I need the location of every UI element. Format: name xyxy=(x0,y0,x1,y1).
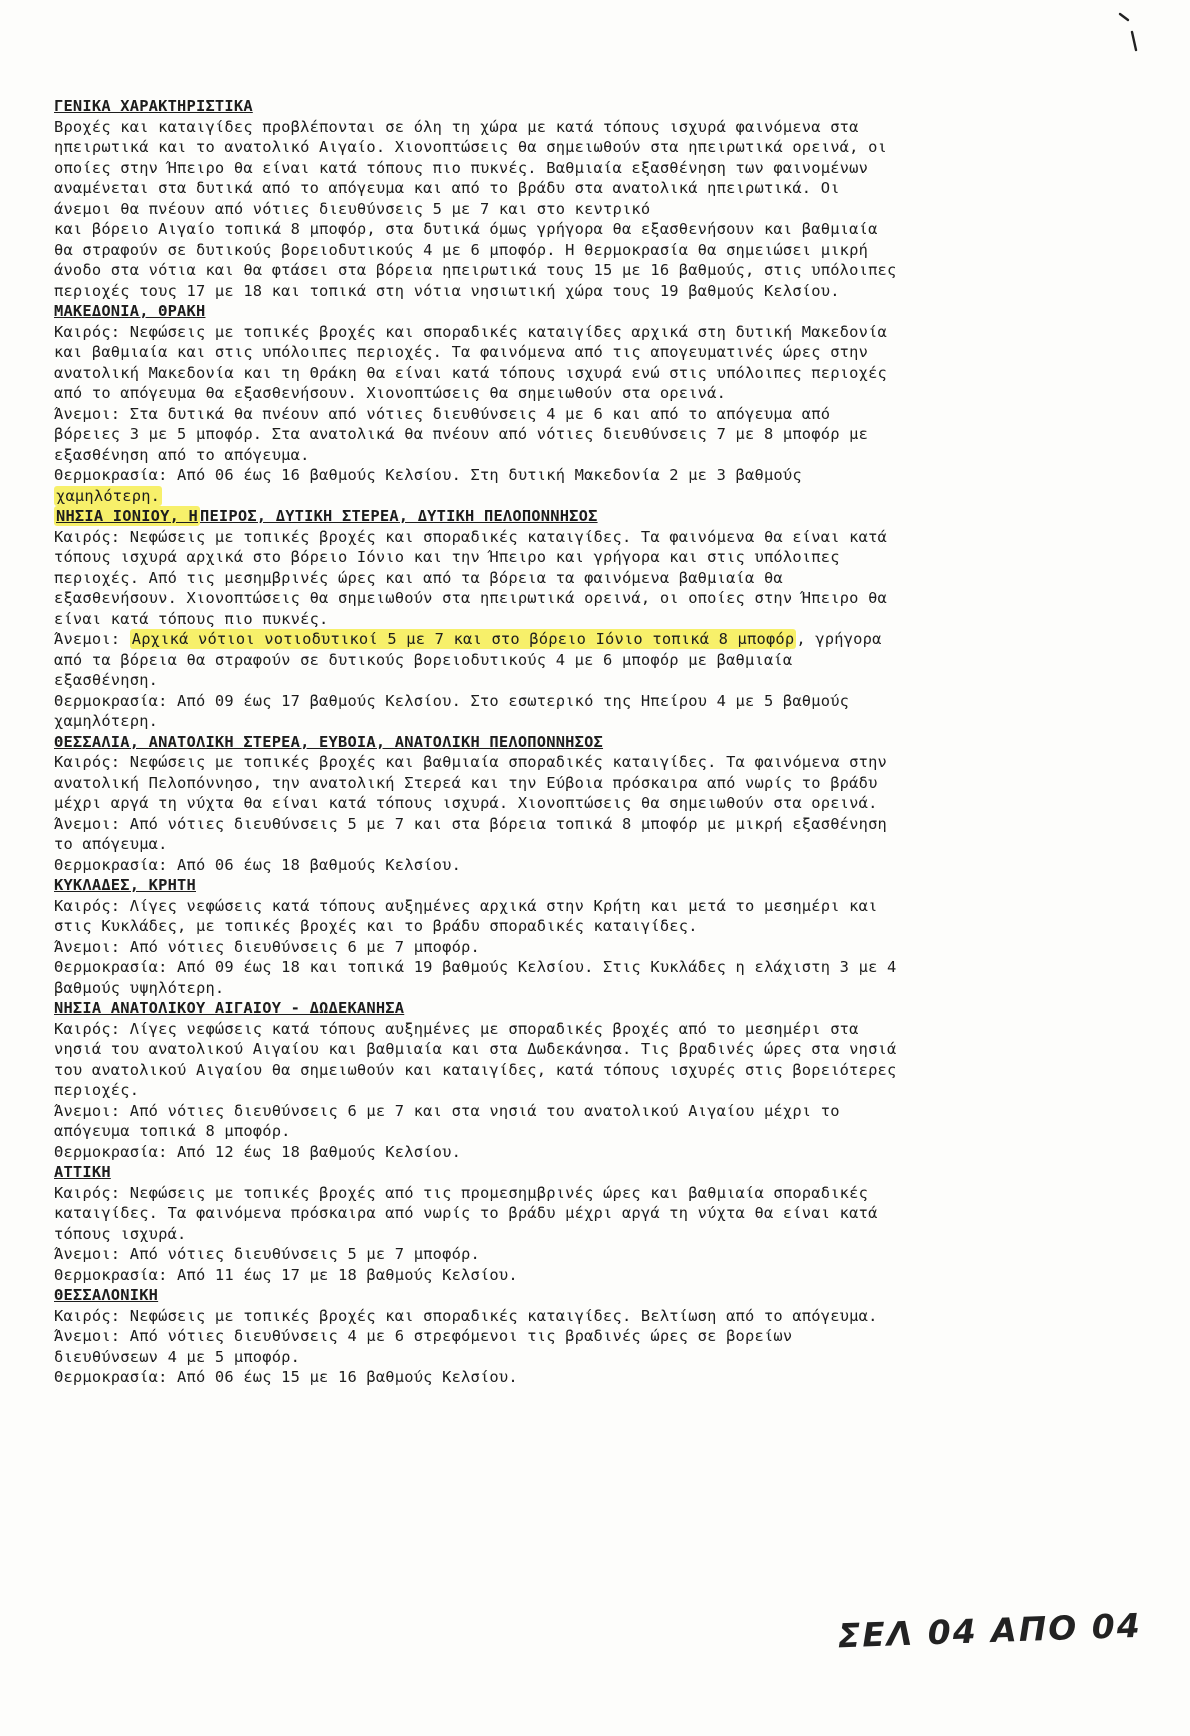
text-line: και βόρειο Αιγαίο τοπικά 8 μποφόρ, στα δυτικά όμως γρήγορα θα εξασθενήσουν και βαθμιαία xyxy=(54,220,878,238)
text-line: διευθύνσεων 4 με 5 μποφόρ. xyxy=(54,1347,301,1366)
highlighted-text: Αρχικά νότιοι νοτιοδυτικοί 5 με 7 και στο βόρειο Ιόνιο τοπικά 8 μποφόρ xyxy=(131,630,795,648)
text-line: καταιγίδες. Τα φαινόμενα πρόσκαιρα από νωρίς το βράδυ μέχρι αργά τη νύχτα θα είναι κατά xyxy=(54,1204,878,1222)
text-line: Βροχές και καταιγίδες προβλέπονται σε όλη τη χώρα με κατά τόπους ισχυρά φαινόμενα στα xyxy=(54,117,859,136)
section-title: ΘΕΣΣΑΛΟΝΙΚΗ xyxy=(54,1286,159,1304)
section-title: ΓΕΝΙΚΑ ΧΑΡΑΚΤΗΡΙΣΤΙΚΑ xyxy=(54,97,253,115)
text-line: Άνεμοι: Από νότιες διευθύνσεις 4 με 6 στρεφόμενοι τις βραδινές ώρες σε βορείων xyxy=(54,1327,793,1345)
highlighted-text: ΝΗΣΙΑ ΙΟΝΙΟΥ, Η xyxy=(56,507,198,525)
text-line: Καιρός: Νεφώσεις με τοπικές βροχές και βαθμιαία σποραδικές καταιγίδες. Τα φαινόμενα στην xyxy=(54,753,888,771)
text-line: Άνεμοι: Από νότιες διευθύνσεις 5 με 7 μποφόρ. xyxy=(54,1245,480,1263)
text-line: ανατολική Μακεδονία και τη Θράκη θα είναι κατά τόπους ισχυρά ενώ στις υπόλοιπες περιοχές xyxy=(54,363,888,382)
text-line: θα στραφούν σε δυτικούς βορειοδυτικούς 4 με 6 μποφόρ. Η θερμοκρασία θα σημειώσει μικρή xyxy=(54,240,869,259)
text-line: μέχρι αργά τη νύχτα θα είναι κατά τόπους ισχυρά. Χιονοπτώσεις θα σημειωθούν στα ορεινά. xyxy=(54,794,878,812)
forecast-text xyxy=(54,96,1114,1388)
text-line: Καιρός: Λίγες νεφώσεις κατά τόπους αυξημένες αρχικά στην Κρήτη και μετά το μεσημέρι και xyxy=(54,896,878,915)
text-line: στις Κυκλάδες, με τοπικές βροχές και το βράδυ σποραδικές καταιγίδες. xyxy=(54,917,698,935)
text-line: και βαθμιαία και στις υπόλοιπες περιοχές. Τα φαινόμενα από τις απογευματινές ώρες στην xyxy=(54,343,869,361)
text-line: από τα βόρεια θα στραφούν σε δυτικούς βορειοδυτικούς 4 με 6 μποφόρ με βαθμιαία xyxy=(54,650,793,669)
text-line: απόγευμα τοπικά 8 μποφόρ. xyxy=(54,1122,291,1140)
section-title: ΜΑΚΕΔΟΝΙΑ, ΘΡΑΚΗ xyxy=(54,302,206,320)
text-line: είναι κατά τόπους πιο πυκνές. xyxy=(54,609,329,628)
text-line: περιοχές τους 17 με 18 και τοπικά στη νότια νησιωτική χώρα τους 19 βαθμούς Κελσίου. xyxy=(54,281,840,300)
text-line: άνοδο στα νότια και θα φτάσει στα βόρεια ηπειρωτικά τους 15 με 16 βαθμούς, στις υπόλοιπες xyxy=(54,261,897,279)
text-line: περιοχές. Από τις μεσημβρινές ώρες και από τα βόρεια τα φαινόμενα βαθμιαία θα xyxy=(54,568,783,587)
section-title: ΝΗΣΙΑ ΑΝΑΤΟΛΙΚΟΥ ΑΙΓΑΙΟΥ - ΔΩΔΕΚΑΝΗΣΑ xyxy=(54,999,405,1017)
text-line: Θερμοκρασία: Από 09 έως 18 και τοπικά 19 βαθμούς Κελσίου. Στις Κυκλάδες η ελάχιστη 3 με 4 xyxy=(54,958,897,976)
text-line: ηπειρωτικά και το ανατολικό Αιγαίο. Χιονοπτώσεις θα σημειωθούν στα ηπειρωτικά ορεινά, οι xyxy=(54,138,888,156)
text-line: Θερμοκρασία: Από 06 έως 15 με 16 βαθμούς Κελσίου. xyxy=(54,1368,518,1386)
text-line: εξασθένηση. xyxy=(54,671,159,689)
text-line: από το απόγευμα θα εξασθενήσουν. Χιονοπτώσεις θα σημειωθούν στα ορεινά. xyxy=(54,384,727,402)
forecast-section xyxy=(54,1285,1114,1388)
text-line: Άνεμοι: Από νότιες διευθύνσεις 6 με 7 μποφόρ. xyxy=(54,937,480,956)
text-line: αναμένεται στα δυτικά από το απόγευμα και από το βράδυ στα ανατολικά ηπειρωτικά. Οι xyxy=(54,179,840,197)
text-line: χαμηλότερη. xyxy=(54,712,159,730)
title-rest: ΠΕΙΡΟΣ, ΔΥΤΙΚΗ ΣΤΕΡΕΑ, ΔΥΤΙΚΗ ΠΕΛΟΠΟΝΝΗΣΟΣ xyxy=(200,507,598,525)
text-line: ανατολική Πελοπόννησο, την ανατολική Στερεά και την Εύβοια πρόσκαιρα από νωρίς το βράδυ xyxy=(54,773,878,792)
section-title: ΑΤΤΙΚΗ xyxy=(54,1163,111,1181)
text-line: άνεμοι θα πνέουν από νότιες διευθύνσεις 5 με 7 και στο κεντρικό xyxy=(54,199,651,218)
text-line: περιοχές. xyxy=(54,1081,140,1099)
text-line xyxy=(54,486,1114,507)
text-line: Καιρός: Νεφώσεις με τοπικές βροχές από τις προμεσημβρινές ώρες και βαθμιαία σποραδικές xyxy=(54,1183,869,1202)
section-title xyxy=(54,506,1114,527)
text-line: βαθμούς υψηλότερη. xyxy=(54,978,225,997)
forecast-section xyxy=(54,875,1114,998)
text-line: Θερμοκρασία: Από 11 έως 17 με 18 βαθμούς Κελσίου. xyxy=(54,1265,518,1284)
handwritten-page-number: ΣΕΛ 04 ΑΠΟ 04 xyxy=(837,1605,1143,1656)
forecast-section xyxy=(54,301,1114,506)
pen-mark xyxy=(1118,8,1142,54)
text-line: Άνεμοι: Από νότιες διευθύνσεις 5 με 7 και στα βόρεια τοπικά 8 μποφόρ με μικρή εξασθένηση xyxy=(54,814,888,833)
text-line: το απόγευμα. xyxy=(54,835,168,853)
text-line: Καιρός: Νεφώσεις με τοπικές βροχές και σποραδικές καταιγίδες. Τα φαινόμενα θα είναι κατά xyxy=(54,527,888,546)
wind-rest: , γρήγορα xyxy=(796,630,882,648)
text-line: Καιρός: Λίγες νεφώσεις κατά τόπους αυξημένες με σποραδικές βροχές από το μεσημέρι στα xyxy=(54,1019,859,1038)
forecast-section xyxy=(54,1162,1114,1285)
forecast-section xyxy=(54,96,1114,301)
text-line: Καιρός: Νεφώσεις με τοπικές βροχές και σποραδικές καταιγίδες. Βελτίωση από το απόγευμα. xyxy=(54,1306,878,1325)
text-line: τόπους ισχυρά. xyxy=(54,1224,187,1243)
wind-label: Άνεμοι: xyxy=(54,630,130,648)
text-line: βόρειες 3 με 5 μποφόρ. Στα ανατολικά θα πνέουν από νότιες διευθύνσεις 7 με 8 μποφόρ με xyxy=(54,425,869,443)
forecast-section xyxy=(54,998,1114,1162)
text-line: νησιά του ανατολικού Αιγαίου και βαθμιαία και στα Δωδεκάνησα. Τις βραδινές ώρες στα νησιά xyxy=(54,1040,897,1058)
text-line: Άνεμοι: Από νότιες διευθύνσεις 6 με 7 και στα νησιά του ανατολικού Αιγαίου μέχρι το xyxy=(54,1101,840,1120)
text-line: εξασθενήσουν. Χιονοπτώσεις θα σημειωθούν στα ηπειρωτικά ορεινά, οι οποίες στην Ήπειρο θα xyxy=(54,589,888,607)
text-line: του ανατολικού Αιγαίου θα σημειωθούν και καταιγίδες, κατά τόπους ισχυρές στις βορειότερες xyxy=(54,1060,897,1079)
text-line: Θερμοκρασία: Από 12 έως 18 βαθμούς Κελσίου. xyxy=(54,1142,462,1161)
text-line: Θερμοκρασία: Από 06 έως 16 βαθμούς Κελσίου. Στη δυτική Μακεδονία 2 με 3 βαθμούς xyxy=(54,466,802,484)
highlighted-text: χαμηλότερη. xyxy=(56,486,161,505)
section-title: ΘΕΣΣΑΛΙΑ, ΑΝΑΤΟΛΙΚΗ ΣΤΕΡΕΑ, ΕΥΒΟΙΑ, ΑΝΑΤΟΛΙΚΗ ΠΕΛΟΠΟΝΝΗΣΟΣ xyxy=(54,732,604,751)
section-title: ΚΥΚΛΑΔΕΣ, ΚΡΗΤΗ xyxy=(54,876,196,894)
text-line: τόπους ισχυρά αρχικά στο βόρειο Ιόνιο και την Ήπειρο και γρήγορα και στις υπόλοιπες xyxy=(54,548,840,566)
forecast-section xyxy=(54,506,1114,732)
text-line: Άνεμοι: Στα δυτικά θα πνέουν από νότιες διευθύνσεις 4 με 6 και από το απόγευμα από xyxy=(54,404,831,423)
text-line: Καιρός: Νεφώσεις με τοπικές βροχές και σποραδικές καταιγίδες αρχικά στη δυτική Μακεδονία xyxy=(54,322,888,341)
text-line: εξασθένηση από το απόγευμα. xyxy=(54,445,310,464)
text-line: Θερμοκρασία: Από 06 έως 18 βαθμούς Κελσίου. xyxy=(54,855,462,874)
forecast-section xyxy=(54,732,1114,876)
text-line xyxy=(54,629,1114,650)
text-line: οποίες στην Ήπειρο θα είναι κατά τόπους πιο πυκνές. Βαθμιαία εξασθένηση των φαινομένων xyxy=(54,158,869,177)
text-line: Θερμοκρασία: Από 09 έως 17 βαθμούς Κελσίου. Στο εσωτερικό της Ηπείρου 4 με 5 βαθμούς xyxy=(54,691,850,710)
